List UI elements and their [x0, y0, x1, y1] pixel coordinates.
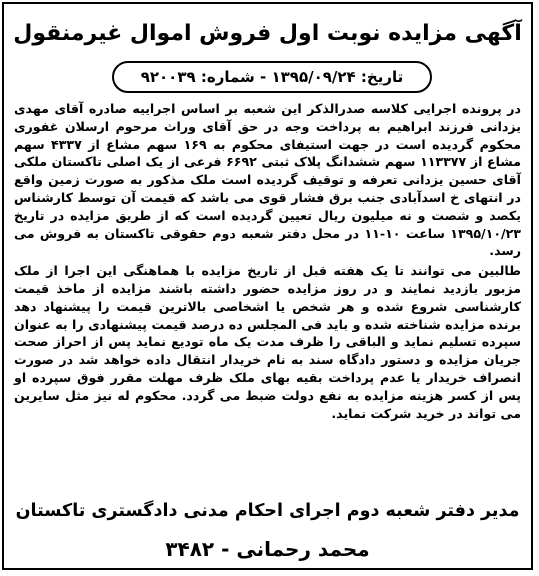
- signature-title: مدیر دفتر شعبه دوم اجرای احکام مدنی دادگستری تاکستان: [15, 501, 520, 521]
- notice-body: [14, 100, 521, 422]
- notice-title: آگهی مزایده نوبت اول فروش اموال غیرمنقول: [13, 21, 522, 46]
- notice-paragraph-1: در پرونده اجرایی کلاسه صدرالذکر این شعبه بر اساس اجراییه صادره آقای مهدی یزدانی فرزند ابراهیم به پرداخت وجه در حق آقای وراث مرحوم ارسلان غفوری محکوم گردیده است در جهت استیفای محکوم به ۱۶۹ سهم مشاع از ۴۳۳۷ سهم مشاع از ۱۱۳۳۷۷ سهم ششدانگ پلاک ثبتی ۶۶۹۲ فرعی از یک اصلی تاکستان ملکی آقای حسین یزدانی تعرفه و توقیف گردیده است ملک مذکور به صورت زمین واقع در انتهای خ اسدآبادی جنب برق فشار قوی می باشد که قیمت آن توسط کارشناس یکصد و شصت و نه میلیون ریال تعیین گردیده است که از طریق مزایده در تاریخ ۱۳۹۵/۱۰/۲۳ ساعت ۱۰-۱۱ در محل دفتر شعبه دوم حقوقی تاکستان به فروش می رسد.: [14, 101, 522, 259]
- notice-frame: [2, 2, 533, 570]
- notice-paragraph-2: طالبین می توانند تا یک هفته قبل از تاریخ مزایده با هماهنگی این اجرا از ملک مزبور بازدید نمایند و در روز مزایده حضور داشته باشند مزایده از ماخذ قیمت کارشناسی شروع شده و هر شخص یا اشخاصی بالاترین قیمت را پیشنهاد دهد برنده مزایده شناخته شده و باید فی المجلس ده درصد قیمت پیشنهادی را به عنوان سپرده تسلیم نماید و الباقی را ظرف مدت یک ماه تودیع نماید پس از احراز صحت جریان مزایده و دستور دادگاه سند به نام خریدار انتقال داده خواهد شد در صورت انصراف خریدار یا عدم پرداخت بقیه بهای ملک ظرف مهلت مقرر فوق سپرده او پس از کسر هزینه مزایده به نفع دولت ضبط می گردد. محکوم له نیز مثل سایرین می تواند در خرید شرکت نماید.: [14, 263, 521, 421]
- notice-date-number: تاریخ: ۱۳۹۵/۰۹/۲۴ - شماره: ۹۲۰۰۳۹: [112, 61, 432, 93]
- signature-name: محمد رحمانی - ۳۴۸۲: [165, 537, 370, 561]
